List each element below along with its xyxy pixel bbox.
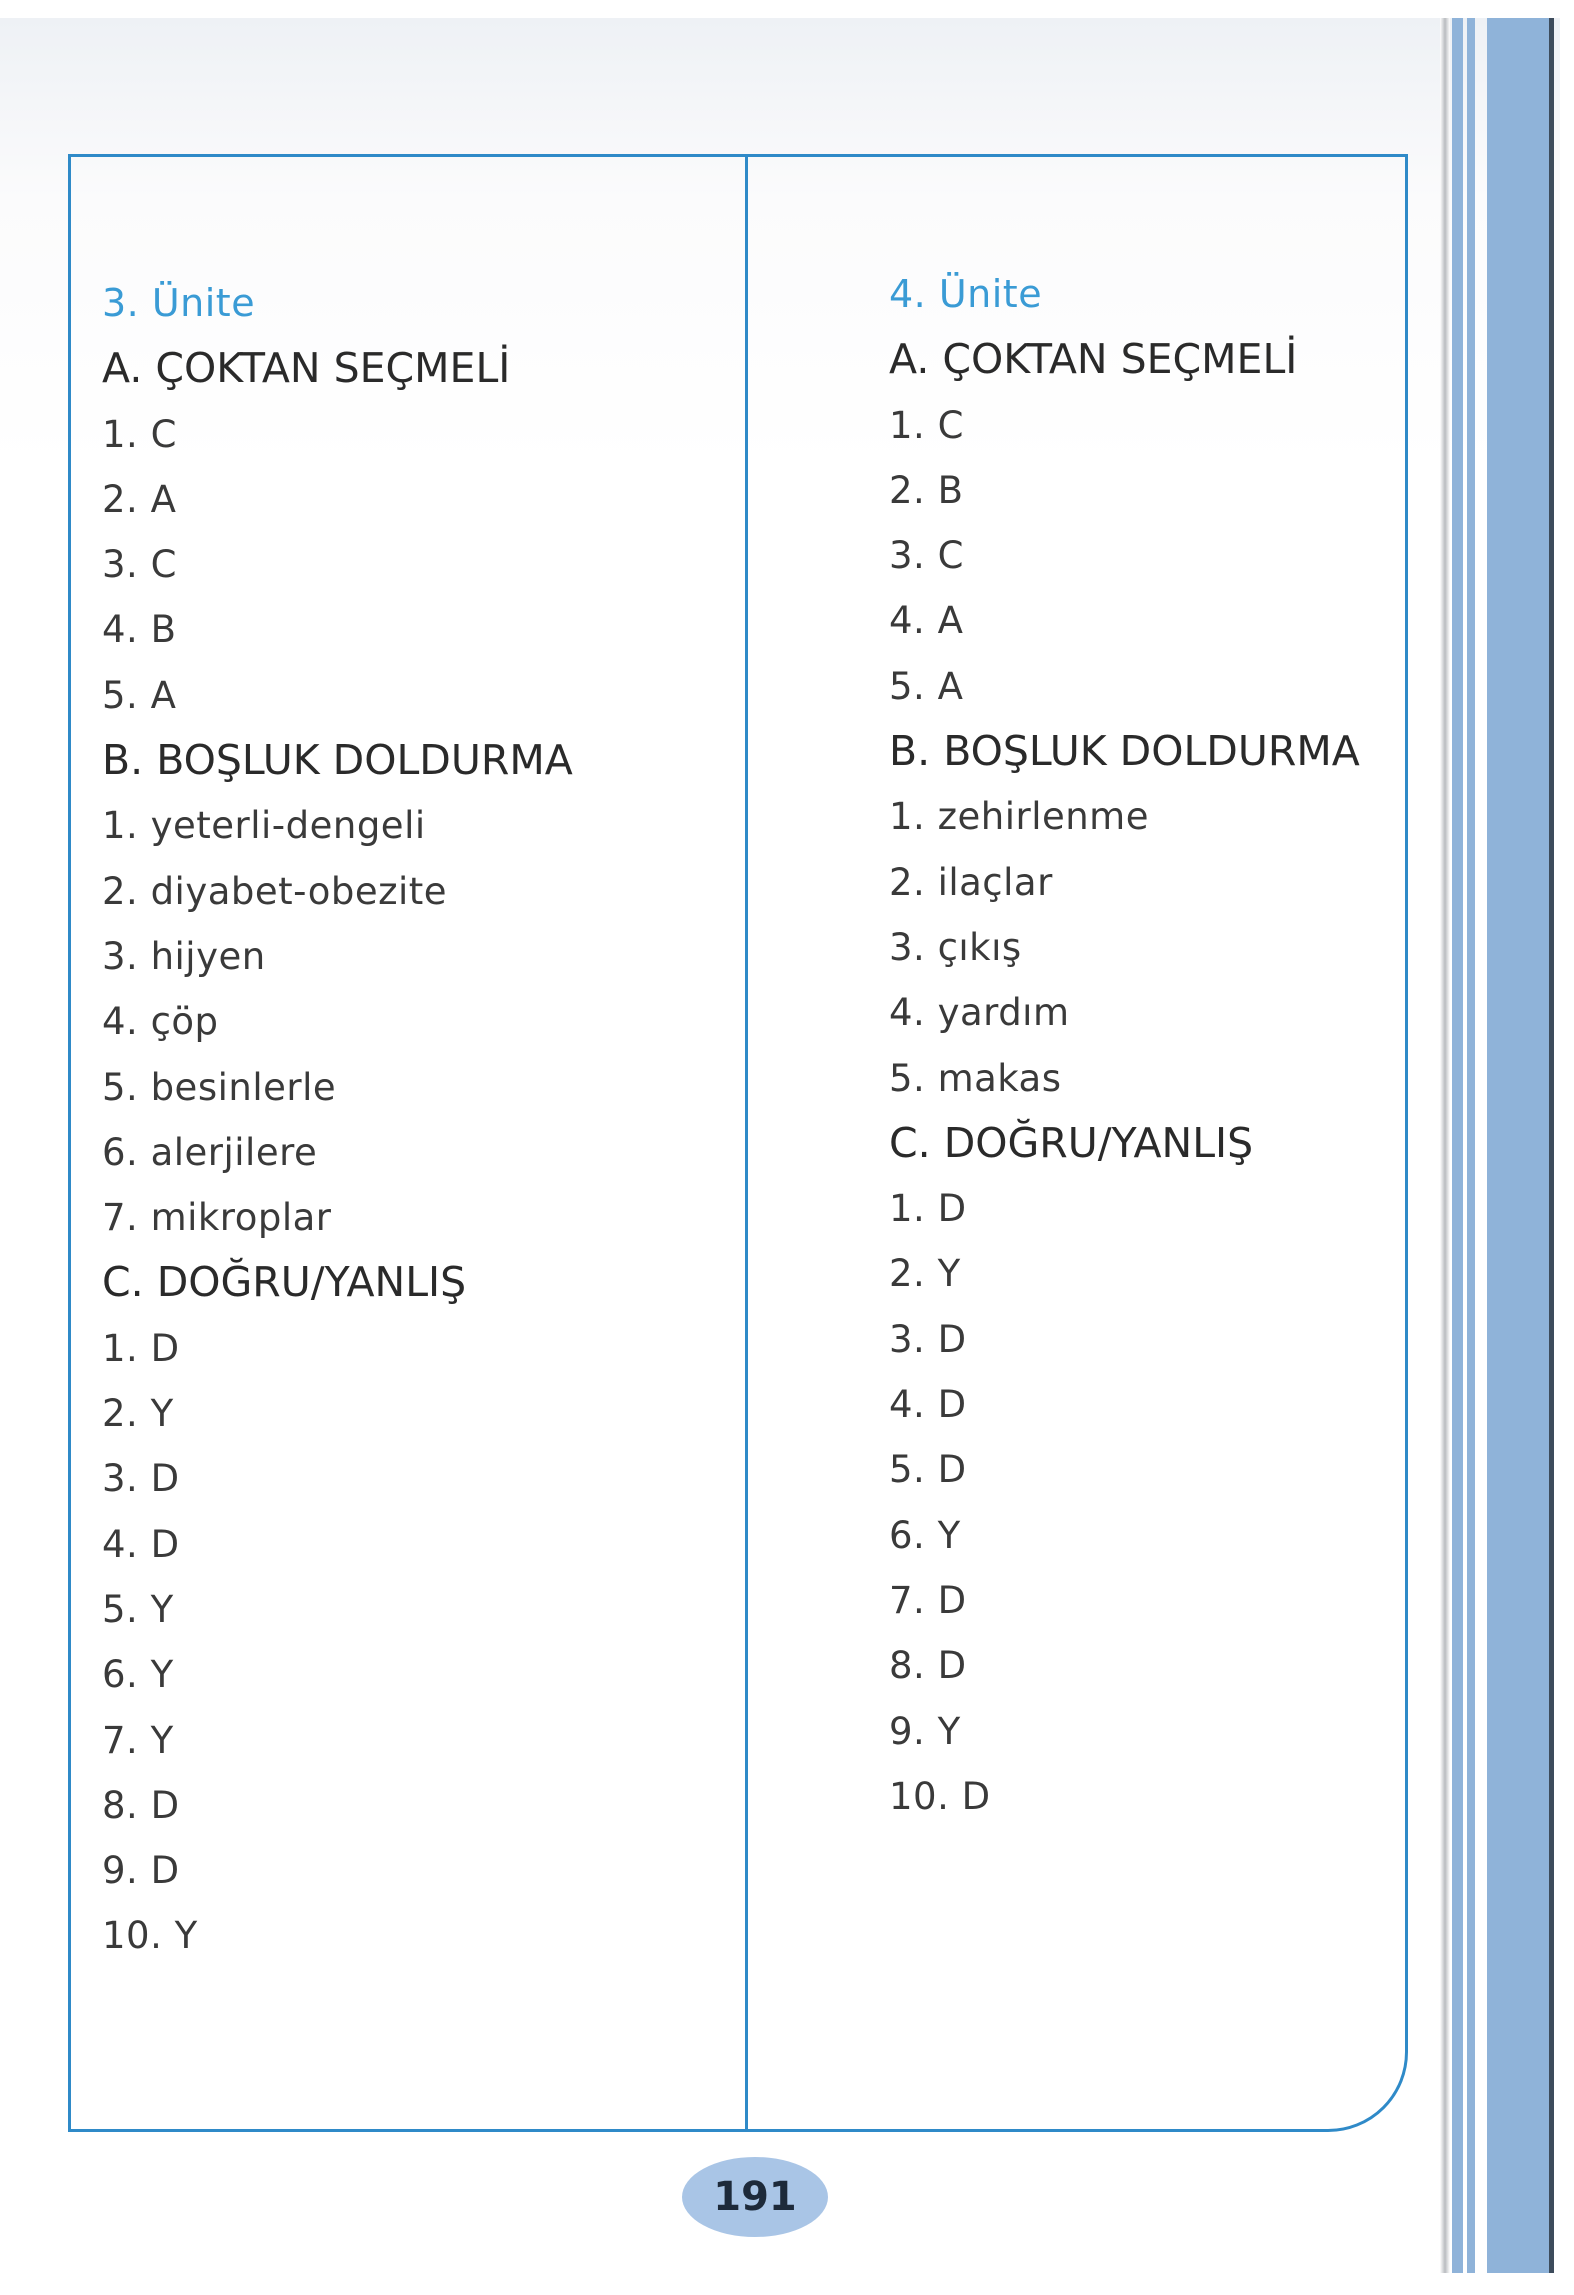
- section-heading: A. ÇOKTAN SEÇMELİ: [102, 344, 511, 393]
- answer-item: 4. D: [102, 1522, 180, 1566]
- answer-item: 10. Y: [102, 1914, 198, 1958]
- side-stripe: [1452, 18, 1463, 2273]
- answer-item: 1. zehirlenme: [889, 795, 1149, 839]
- unit-3-column: [102, 271, 573, 1969]
- column-divider: [745, 154, 748, 2132]
- answer-item: 1. D: [102, 1326, 180, 1370]
- answer-item: 7. Y: [102, 1718, 174, 1762]
- page-number-badge: [682, 2157, 828, 2237]
- answer-item: 4. B: [102, 608, 177, 652]
- side-stripe: [1487, 18, 1549, 2273]
- answer-item: 6. alerjilere: [102, 1130, 318, 1174]
- section-heading: B. BOŞLUK DOLDURMA: [889, 727, 1360, 776]
- answer-item: 9. Y: [889, 1709, 961, 1753]
- answer-item: 2. Y: [889, 1252, 961, 1296]
- answer-item: 3. D: [102, 1457, 180, 1501]
- page-edge: [1549, 18, 1554, 2273]
- answer-item: 1. C: [889, 403, 964, 447]
- answer-item: 3. çıkış: [889, 925, 1022, 969]
- answer-item: 8. D: [102, 1783, 180, 1827]
- answer-item: 5. D: [889, 1448, 967, 1492]
- answer-item: 3. C: [889, 534, 964, 578]
- answer-item: 2. diyabet-obezite: [102, 869, 448, 913]
- answer-item: 9. D: [102, 1849, 180, 1893]
- answer-item: 10. D: [889, 1774, 991, 1818]
- unit-title: 3. Ünite: [102, 281, 256, 325]
- answer-item: 5. makas: [889, 1056, 1062, 1100]
- section-heading: C. DOĞRU/YANLIŞ: [889, 1118, 1254, 1167]
- answer-item: 2. A: [102, 477, 177, 521]
- answer-item: 2. Y: [102, 1392, 174, 1436]
- answer-item: 5. A: [102, 673, 177, 717]
- answer-item: 3. C: [102, 543, 177, 587]
- section-heading: B. BOŞLUK DOLDURMA: [102, 736, 573, 785]
- answer-item: 6. Y: [102, 1653, 174, 1697]
- answer-item: 2. B: [889, 468, 964, 512]
- answer-item: 4. A: [889, 599, 964, 643]
- unit-4-column: [889, 262, 1360, 1829]
- answer-item: 4. yardım: [889, 991, 1070, 1035]
- answer-item: 7. D: [889, 1578, 967, 1622]
- answer-item: 7. mikroplar: [102, 1196, 332, 1240]
- answer-item: 1. yeterli-dengeli: [102, 804, 426, 848]
- answer-item: 1. C: [102, 412, 177, 456]
- answer-item: 5. A: [889, 664, 964, 708]
- section-heading: C. DOĞRU/YANLIŞ: [102, 1258, 467, 1307]
- answer-item: 3. D: [889, 1317, 967, 1361]
- answer-item: 4. D: [889, 1383, 967, 1427]
- answer-item: 8. D: [889, 1644, 967, 1688]
- unit-title: 4. Ünite: [889, 272, 1043, 316]
- page-number: 191: [713, 2174, 797, 2220]
- side-stripe: [1467, 18, 1475, 2273]
- page-spine-shadow: [1440, 18, 1450, 2273]
- answer-item: 5. Y: [102, 1587, 174, 1631]
- section-heading: A. ÇOKTAN SEÇMELİ: [889, 335, 1298, 384]
- answer-item: 4. çöp: [102, 1000, 219, 1044]
- answer-item: 3. hijyen: [102, 934, 266, 978]
- answer-item: 5. besinlerle: [102, 1065, 337, 1109]
- answer-item: 2. ilaçlar: [889, 860, 1053, 904]
- answer-item: 6. Y: [889, 1513, 961, 1557]
- answer-item: 1. D: [889, 1187, 967, 1231]
